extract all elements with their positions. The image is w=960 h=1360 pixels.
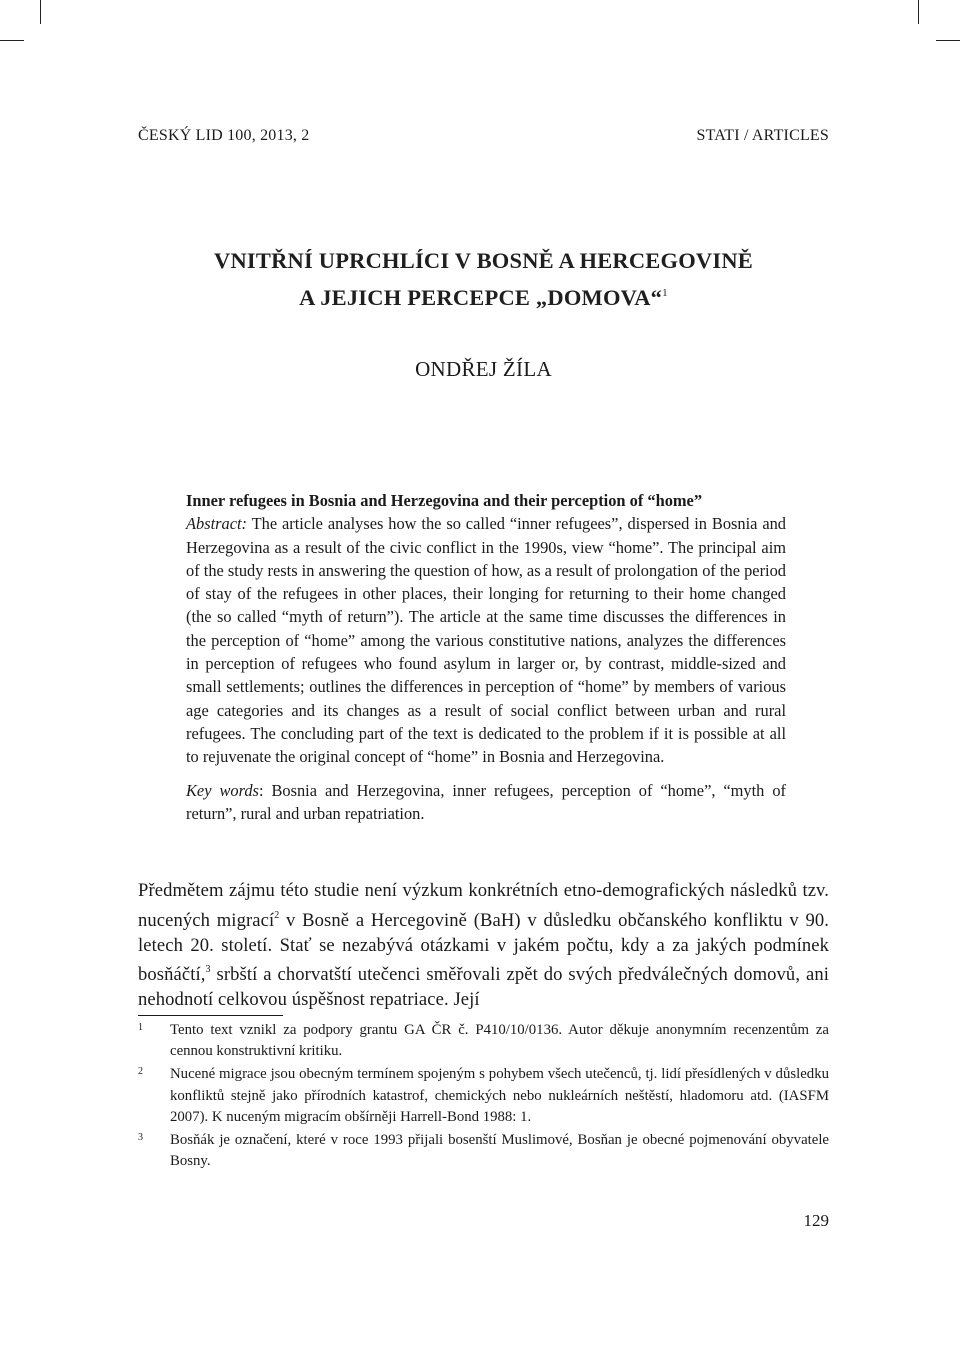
crop-mark-top-right-horizontal (936, 40, 960, 41)
author-name: ONDŘEJ ŽÍLA (415, 357, 552, 381)
article-title (138, 244, 829, 314)
abstract-block (186, 489, 786, 825)
running-head-section: STATI / ARTICLES (696, 127, 829, 144)
crop-mark-top-left-vertical (40, 0, 41, 24)
article-title-line-2 (138, 277, 829, 314)
footnote-2 (138, 1064, 829, 1128)
footnote-text: Tento text vznikl za podpory grantu GA ČR č. P410/10/0136. Autor děkuje anonymním recenzentům za cennou konstruktivní kritiku. (170, 1022, 829, 1060)
keywords-label: Key words (186, 780, 259, 800)
english-title: Inner refugees in Bosnia and Herzegovina and their perception of “home” (186, 491, 703, 510)
footnote-text: Nucené migrace jsou obecným termínem spojeným s pohybem všech utečenců, tj. lidí přesídlených v důsledku konfliktů stejně jako přírodních katastrof, chemických nebo nukleárních neštěstí, hladomoru atd. (IASFM 2007). K nuceným migracím obšírněji Harrell-Bond 1988: 1. (170, 1066, 829, 1125)
abstract-body: The article analyses how the so called “inner refugees”, dispersed in Bosnia and Herzegovina as a result of the civic conflict in the 1990s, view “home”. The principal aim of the study rests in answering the question of how, as a result of prolongation of the period of stay of the refugees in other places, their longing for returning to their home changed (the so called “myth of return”). The article at the same time discusses the differences in the perception of “home” among the various constitutive nations, analyzes the differences in perception of refugees who found asylum in larger or, by contrast, middle-sized and small settlements; outlines the differences in perception of “home” by members of various age categories and its changes as a result of social conflict between urban and rural refugees. The concluding part of the text is dedicated to the problem if it is possible at all to rejuvenate the original concept of “home” in Bosnia and Herzegovina. (186, 514, 786, 767)
footnote-ref-3[interactable]: 3 (205, 964, 211, 976)
crop-mark-top-right-vertical (918, 0, 919, 24)
keywords-text: : Bosnia and Herzegovina, inner refugees, perception of “home”, “myth of return”, rural and urban repatriation. (186, 780, 786, 823)
title-footnote-mark[interactable]: 1 (662, 287, 668, 299)
article-title-line-1: VNITŘNÍ UPRCHLÍCI V BOSNĚ A HERCEGOVINĚ (214, 248, 753, 273)
footnote-ref-2[interactable]: 2 (274, 909, 280, 921)
footnote-separator (138, 1015, 283, 1016)
footnote-number: 2 (138, 1066, 143, 1078)
body-paragraph (138, 879, 829, 1013)
running-head-journal: ČESKÝ LID 100, 2013, 2 (138, 127, 310, 144)
footnote-3 (138, 1130, 829, 1172)
footnote-number: 1 (138, 1022, 143, 1033)
crop-mark-top-left-horizontal (0, 40, 24, 41)
footnote-number: 3 (138, 1132, 143, 1144)
abstract-text (186, 512, 786, 768)
article-title-line-2-text: A JEJICH PERCEPCE „DOMOVA“ (299, 285, 663, 310)
footnotes (138, 1020, 829, 1174)
body-text-part-1: Předmětem zájmu této studie není výzkum konkrétních etno-demografických následků tzv. nucených migrací (138, 880, 829, 931)
body-text-part-2: v Bosně a Hercegovině (BaH) v důsledku občanského konfliktu v 90. letech 20. století. Stať se nezabývá otázkami v jakém počtu, kdy a za jakých podmínek bosňáčtí, (138, 909, 829, 986)
abstract-label: Abstract: (186, 514, 248, 534)
body-text-part-3: srbští a chorvatští utečenci směřovali zpět do svých předválečných domovů, ani nehodnotí celkovou úspěšnost repatriace. Její (138, 964, 829, 1011)
running-head (138, 127, 829, 149)
page-number: 129 (803, 1211, 829, 1230)
footnote-1 (138, 1020, 829, 1062)
keywords (186, 779, 786, 826)
footnote-text: Bosňák je označení, které v roce 1993 přijali bosenští Muslimové, Bosňan je obecné pojmenování obyvatele Bosny. (170, 1132, 829, 1170)
